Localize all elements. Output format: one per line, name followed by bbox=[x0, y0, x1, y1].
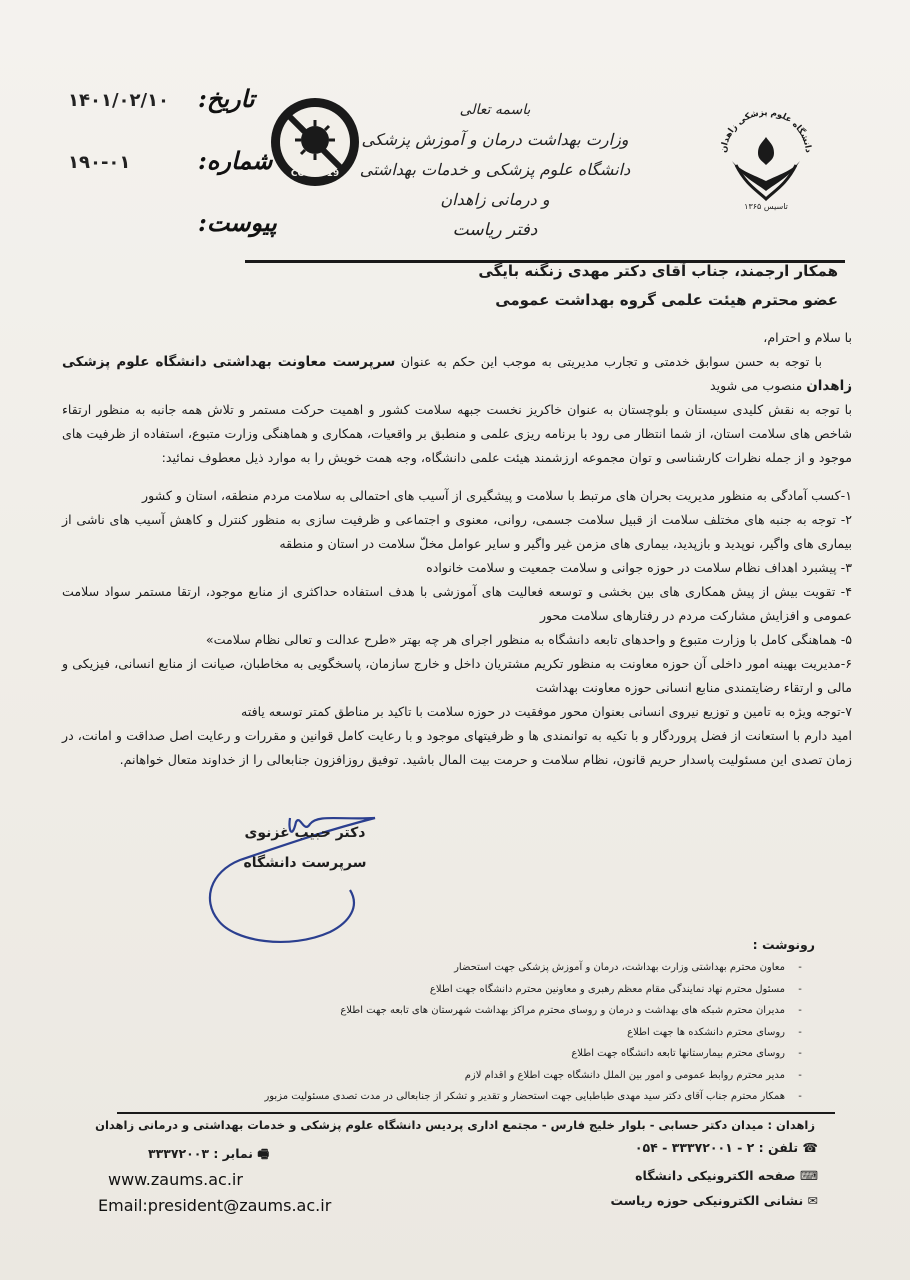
list-item-5: ۵- هماهنگی کامل با وزارت متبوع و واحدهای تابعه دانشگاه به منظور اجرای هر چه بهتر «طرح عدالت و تعالی نظام سلامت» bbox=[205, 632, 852, 647]
footer-email-label: ✉ نشانی الکترونیکی حوزه ریاست bbox=[610, 1193, 818, 1208]
list-item-2: ۲- توجه به جنبه های مختلف سلامت از قبیل سلامت جسمی، روانی، معنوی و اجتماعی و ظرفیت سازی به منظور کنترل و کاهش آسیب های ناشی از بیماری های واگیر، نوپدید و بازپدید، بیماری های مزمن غیر واگیر و سایر عوامل مخلّ سلامت در استان و منطقه bbox=[62, 512, 852, 551]
cc-title: رونوشت : bbox=[752, 937, 815, 952]
university-logo-text: دانشگاه علوم پزشکی زاهدان bbox=[718, 107, 813, 154]
letter-body bbox=[62, 326, 852, 772]
cc-item: - مدیر محترم روابط عمومی و امور بین الملل دانشگاه جهت اطلاع و اقدام لازم bbox=[464, 1069, 802, 1081]
cc-item: - روسای محترم دانشکده ها جهت اطلاع bbox=[627, 1026, 802, 1038]
recipient-line-2: عضو محترم هیئت علمی گروه بهداشت عمومی bbox=[495, 291, 838, 309]
expectations-paragraph: با توجه به نقش کلیدی سیستان و بلوچستان به عنوان خاکریز نخست جبهه سلامت کشور و اهمیت حرکت مستمر و تلاش همه جانبه به منظور ارتقاء شاخص های سلامت استان، از شما انتظار می رود با برنامه ریزی علمی و منطبق بر واقعیات، همکاری و هماهنگی وزارت متبوع، استفاده از ظرفیت های موجود و از جمله نظرات کارشناسی و توان مجموعه ارزشمند هیئت علمی دانشگاه، وجه همت خویش را به موارد ذیل معطوف نمائید: bbox=[62, 402, 852, 465]
list-item-3: ۳- پیشبرد اهداف نظام سلامت در حوزه جوانی و سلامت جمعیت و سلامت خانواده bbox=[426, 560, 852, 575]
attachment-label: پیوست: bbox=[198, 208, 277, 237]
cc-list bbox=[85, 957, 815, 1108]
phone-icon: ☎ bbox=[802, 1140, 818, 1155]
cc-item: - همکار محترم جناب آقای دکتر سید مهدی طباطبایی جهت استحضار و تقدیر و تشکر از جنابعالی در مدت تصدی مسئولیت مزبور bbox=[264, 1091, 802, 1102]
signature-block bbox=[215, 818, 395, 878]
closing-paragraph: امید دارم با استعانت از فضل پروردگار و با تکیه به توانمندی ها و ظرفیتهای موجود و با رعایت کامل قوانین و مقررات و رعایت اصل صداقت و امانت، در زمان تصدی این مسئولیت پاسدار حریم قانون، نظام سلامت و حرمت بیت المال باشید. توفیق روزافزون جنابعالی را از خداوند متعال خواهانم. bbox=[62, 728, 852, 767]
cc-item: - معاون محترم بهداشتی وزارت بهداشت، درمان و آموزش پزشکی جهت استحضار bbox=[454, 962, 802, 973]
list-item-7: ۷-توجه ویژه به تامین و توزیع نیروی انسانی بعنوان محور موفقیت در حوزه سلامت با تاکید بر مناطق کمتر توسعه یافته bbox=[241, 704, 852, 719]
list-item-4: ۴- تقویت بیش از پیش همکاری های بین بخشی و توسعه فعالیت های آموزشی با هدف استفاده حداکثری از منابع موجود، ارتقا مستمر سواد سلامت عمومی و افزایش مشارکت مردم در رفتارهای سلامت محور bbox=[62, 584, 852, 623]
cc-item: - مسئول محترم نهاد نمایندگی مقام معظم رهبری و معاونین محترم دانشگاه جهت اطلاع bbox=[429, 983, 802, 995]
list-item-1: ۱-کسب آمادگی به منظور مدیریت بحران های مرتبط با سلامت و پیشگیری از آسیب های احتمالی به سلامت مردم منطقه، استان و کشور bbox=[142, 488, 852, 503]
appointment-paragraph bbox=[62, 350, 852, 398]
signatory-name: دکتر حبیب غزنوی bbox=[244, 825, 366, 841]
cc-item: - مدیران محترم شبکه های بهداشت و درمان و روسای محترم مراکز بهداشت شهرستان های تابعه جهت اطلاع bbox=[340, 1005, 802, 1016]
header-line-2: وزارت بهداشت درمان و آموزش پزشکی bbox=[361, 130, 629, 149]
date-value: ۱۴۰۱/۰۲/۱۰ bbox=[68, 90, 170, 111]
footer-email[interactable]: Email:president@zaums.ac.ir bbox=[98, 1196, 332, 1215]
header-line-3: دانشگاه علوم پزشکی و خدمات بهداشتی و درمانی زاهدان bbox=[359, 160, 631, 209]
greeting: با سلام و احترام، bbox=[763, 330, 852, 345]
footer-divider bbox=[117, 1112, 835, 1114]
university-logo-year: تاسیس ۱۳۶۵ bbox=[744, 202, 788, 211]
covid-seal-text: COVID-19 bbox=[290, 169, 340, 179]
email-icon: ✉ bbox=[807, 1193, 818, 1208]
number-label: شماره: bbox=[198, 146, 273, 175]
recipient-line-1: همکار ارجمند، جناب آقای دکتر مهدی زنگنه بایگی bbox=[478, 262, 838, 280]
number-value: ۱۹۰-۰۱ bbox=[68, 152, 131, 173]
university-logo bbox=[712, 95, 820, 213]
covid-seal-logo bbox=[265, 92, 365, 192]
fax-icon: 🖷 bbox=[257, 1146, 270, 1161]
date-label: تاریخ: bbox=[198, 84, 255, 113]
list-item-6: ۶-مدیریت بهینه امور داخلی آن حوزه معاونت به منظور تکریم مشتریان داخل و خارج سازمان، پاسخگویی به مخاطبان، صیانت از منابع انسانی، فیزیکی و مالی و ارتقاء رضایتمندی منابع انسانی حوزه معاونت بهداشت bbox=[62, 656, 852, 695]
appointment-text-end: منصوب می شوید bbox=[710, 378, 803, 393]
appointment-position: سرپرست معاونت بهداشتی دانشگاه علوم پزشکی زاهدان bbox=[62, 354, 852, 394]
signatory-title: سرپرست دانشگاه bbox=[243, 855, 367, 871]
cc-item: - روسای محترم بیمارستانها تابعه دانشگاه جهت اطلاع bbox=[571, 1048, 802, 1059]
footer-phone: ☎ تلفن : ۲ - ۳۳۳۷۲۰۰۱ - ۰۵۴ bbox=[634, 1140, 818, 1155]
header-line-4: دفتر ریاست bbox=[452, 220, 538, 240]
header-line-1: باسمه تعالی bbox=[459, 102, 531, 118]
footer-website[interactable]: www.zaums.ac.ir bbox=[108, 1170, 243, 1189]
appointment-text-start: با توجه به حسن سوابق خدمتی و تجارب مدیریتی به موجب این حکم به عنوان bbox=[400, 354, 822, 369]
footer-address: زاهدان : میدان دکتر حسابی - بلوار خلیج فارس - مجتمع اداری پردیس دانشگاه علوم پزشکی و خدمات بهداشتی و درمانی زاهدان bbox=[95, 1118, 815, 1132]
footer-website-label: ⌨ صفحه الکترونیکی دانشگاه bbox=[635, 1168, 818, 1183]
letterhead-center bbox=[355, 95, 635, 245]
footer-fax: 🖷 نمابر : ۳۳۳۷۲۰۰۳ bbox=[148, 1146, 270, 1161]
web-icon: ⌨ bbox=[799, 1168, 818, 1183]
